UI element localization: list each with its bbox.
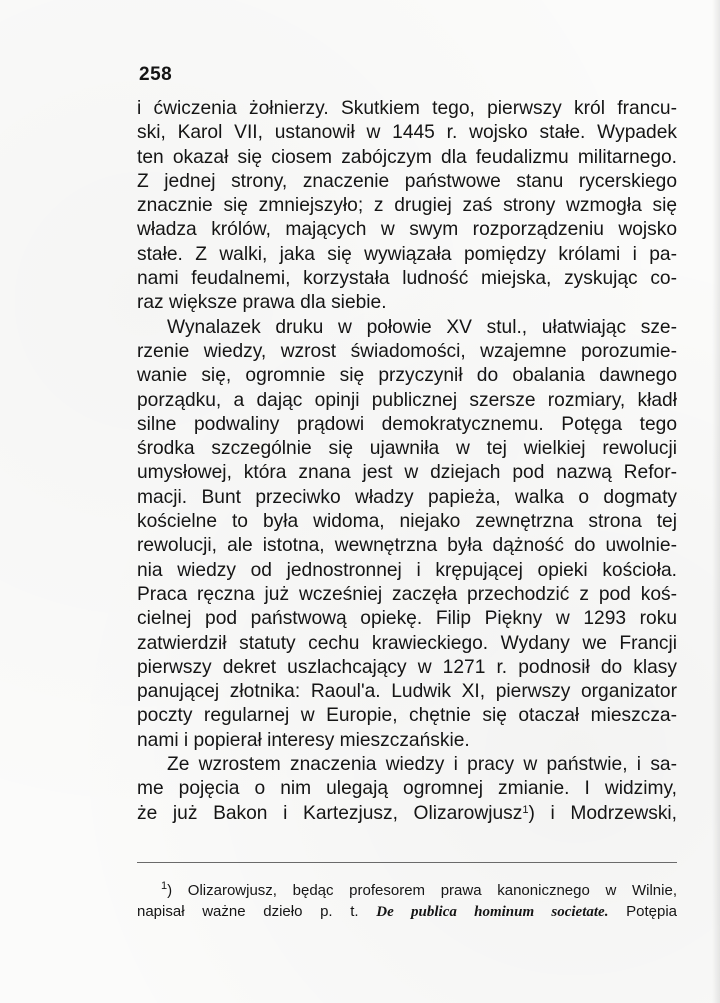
text-line: porządku, a dając opinji publicznej szersze rozmiary, kładł — [137, 389, 677, 411]
text-line: silne podwaliny prądowi demokratycznemu. Potęga tego — [137, 413, 677, 435]
text-line-with-footnote — [137, 802, 677, 826]
text-fragment: ) i Modrzewski, — [528, 802, 678, 824]
text-line: znacznie się zmniejszyło; z drugiej zaś strony wzmogła się — [137, 195, 677, 217]
footnote-line — [137, 880, 677, 901]
text-line: poczty regularnej w Europie, chętnie się otaczał mieszcza- — [137, 705, 677, 727]
text-line: umysłowej, która znana jest w dziejach pod nazwą Refor- — [137, 462, 677, 484]
text-line: ten okazał się ciosem zabójczym dla feudalizmu militarnego. — [137, 146, 677, 168]
text-fragment: że już Bakon i Kartezjusz, Olizarowjusz — [137, 802, 523, 824]
text-line: i ćwiczenia żołnierzy. Skutkiem tego, pierwszy król francu- — [137, 98, 677, 119]
text-line: Praca ręczna już wcześniej zaczęła przechodzić z pod koś- — [137, 583, 677, 605]
page-edge-shadow — [712, 0, 720, 1003]
text-line: raz większe prawa dla siebie. — [137, 292, 387, 314]
text-line: cielnej pod państwową opiekę. Filip Piękny w 1293 roku — [137, 608, 677, 630]
footnote-text: napisał ważne dzieło p. t. — [137, 903, 359, 920]
paragraph-start-line: Wynalazek druku w połowie XV stul., ułatwiając sze- — [167, 316, 677, 338]
text-line: Z jednej strony, znaczenie państwowe stanu rycerskiego — [137, 170, 677, 192]
text-line: nami feudalnemi, korzystała ludność miejska, zyskując co- — [137, 268, 677, 290]
footnote-text: ) Olizarowjusz, będąc profesorem prawa kanonicznego w Wilnie, — [167, 882, 677, 899]
footnote-book-title: De publica hominum societate. — [376, 904, 609, 920]
page-number: 258 — [139, 64, 173, 85]
text-line: panującej złotnika: Raoul'a. Ludwik XI, pierwszy organizator — [137, 681, 677, 703]
paragraph-start-line: Ze wzrostem znaczenia wiedzy i pracy w państwie, i sa- — [167, 754, 677, 776]
footnote-separator — [137, 862, 677, 863]
text-line: ski, Karol VII, ustanowił w 1445 r. wojsko stałe. Wypadek — [137, 122, 677, 144]
text-line: pierwszy dekret uszlachcający w 1271 r. podnosił do klasy — [137, 656, 677, 678]
text-line: kościelne to była widoma, niejako zewnętrzna strona tej — [137, 511, 677, 533]
text-line: me pojęcia o nim ulegają ogromnej zmianie. I widzimy, — [137, 778, 677, 800]
footnote-marker: 1 — [161, 880, 168, 892]
text-line: stałe. Z walki, jaka się wywiązała pomiędzy królami i pa- — [137, 243, 677, 265]
text-line: środka szczególnie się ujawniła w tej wielkiej rewolucji — [137, 438, 677, 460]
footnote — [137, 880, 677, 922]
footnote-reference[interactable]: 1 — [522, 803, 529, 816]
footnote-line — [137, 901, 677, 922]
text-line: wanie się, ogromnie się przyczynił do obalania dawnego — [137, 365, 677, 387]
text-line: macji. Bunt przeciwko władzy papieża, walka o dogmaty — [137, 486, 677, 508]
text-line: zatwierdził statuty cechu krawieckiego. Wydany we Francji — [137, 632, 677, 654]
body-text — [137, 97, 677, 826]
footnote-text: Potępia — [626, 903, 677, 920]
text-line: rzenie wiedzy, wzrost świadomości, wzajemne porozumie- — [137, 340, 677, 362]
text-line: rewolucji, ale istotna, wewnętrzna była dążność do uwolnie- — [137, 535, 677, 557]
text-line: władza królów, mających w swym rozporządzeniu wojsko — [137, 219, 677, 241]
text-line: nia wiedzy od jednostronnej i krępującej opieki kościoła. — [137, 559, 677, 581]
text-line: nami i popierał interesy mieszczańskie. — [137, 729, 470, 751]
